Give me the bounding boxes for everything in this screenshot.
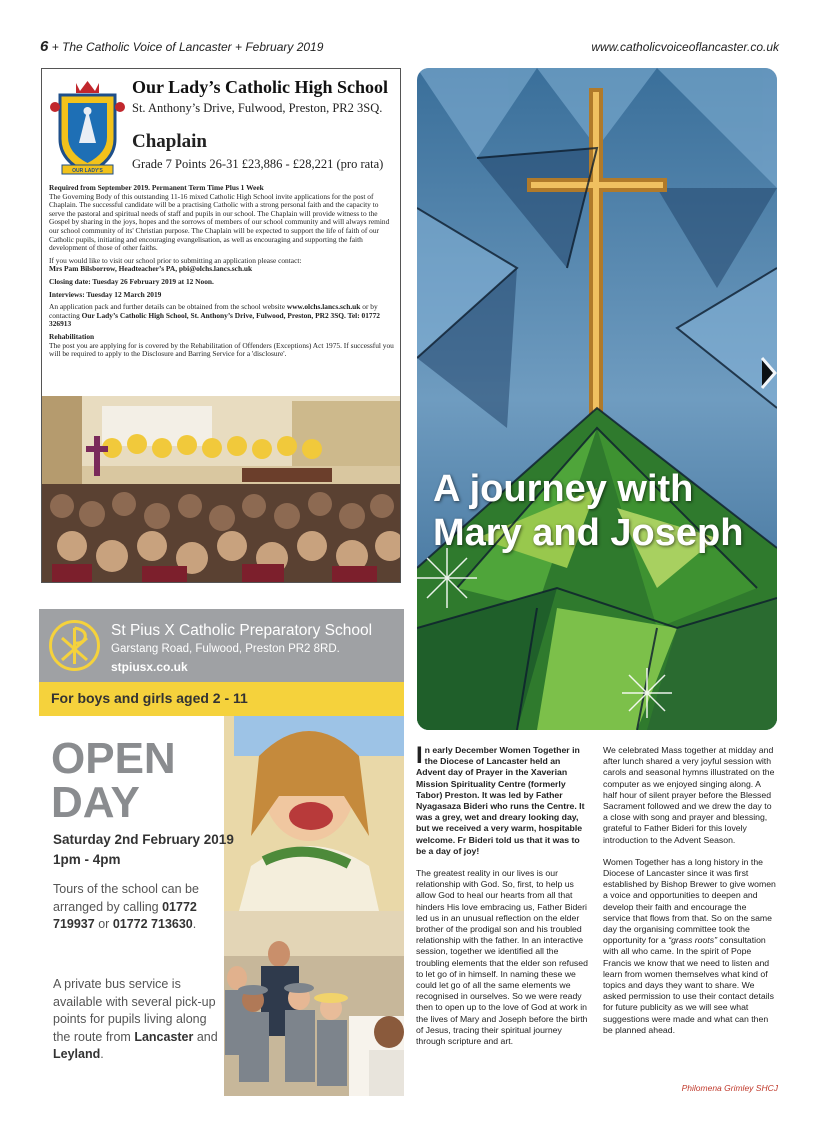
ola-school-name: Our Lady’s Catholic High School [132,77,389,97]
crest-banner-text: OUR LADY'S [72,168,103,174]
ola-interviews: Interviews: Tuesday 12 March 2019 [49,289,162,299]
article-body [416,742,778,1095]
article-byline: Philomena Grimley SHCJ [681,1083,778,1093]
school-crest-icon [50,77,125,177]
ola-pack-contact: Our Lady’s Catholic High School, St. Anthony’s Drive, Fulwood, Preston, PR2 3SQ. Tel: 01772 326913 [49,310,380,329]
ola-job-advert [41,68,401,583]
article-paragraph-3: We celebrated Mass together at midday and after lunch shared a very joyful session with carols and seasonal hymns illustrated on the computer as we enjoyed singing along. A half hour of silent prayer before the Blessed Sacrament followed and we drew the day to a close with song and prayer and blessing, grateful to Father Bideri for this lovely introduction to the Advent Season. [603,745,775,845]
place-leyland: Leyland [53,1047,101,1061]
publication-title: + The Catholic Voice of Lancaster + February 2019 [51,40,324,54]
pius-website[interactable]: stpiusx.co.uk [111,660,188,674]
chi-rho-logo-icon [47,618,102,673]
ola-pack-text-2: or by contacting [49,302,378,320]
ola-visit-text: If you would like to visit our school prior to submitting an application please contact: [49,255,302,265]
article-column-1 [416,742,589,1058]
ola-address: St. Anthony’s Drive, Fulwood, Preston, PR2 3SQ. [132,101,383,115]
phone-number-2[interactable]: 01772 713630 [112,917,193,931]
website-link[interactable]: www.catholicvoiceoflancaster.co.uk [591,40,779,54]
ola-job-title: Chaplain [132,131,207,152]
ola-description: The Governing Body of this outstanding 11-16 mixed Catholic High School invite applications for the post of Chaplain. The successful candidate will be a practising Catholic with a strong personal faith and the capacity to serve the pastoral and spiritual needs of staff and pupils in our school. The Chaplain will provide witness to the Gospel by sharing in the joys, hopes and the sorrows of members of our school community and will always remind our school community of its' Christian purpose. The Chaplain will be expected to support the life of faith of our Catholic pupils, initiating and encouraging evangelisation, as well as encouraging and supporting the faith development of those of other faiths. [49,191,390,253]
ola-required: Required from September 2019. Permanent Term Time Plus 1 Week [49,183,264,192]
page-header [40,38,779,56]
stained-glass-window-image [417,68,777,730]
ola-pack-website[interactable]: www.olchs.lancs.sch.uk [286,302,361,312]
page-number: 6 [40,38,49,55]
ola-closing-date: Closing date: Tuesday 26 February 2019 at 12 Noon. [49,276,214,286]
ola-grade: Grade 7 Points 26-31 £23,886 - £28,221 (pro rata) [132,157,384,171]
open-day-time: 1pm - 4pm [53,852,121,867]
pius-open-day-advert [39,609,404,1096]
ola-rehab-text: The post you are applying for is covered by the Rehabilitation of Offenders (Exceptions) Act 1975. If successful you will be required to apply to the Disclosure and Barring Service for a 'disclosure'. [49,340,394,359]
pius-ages: For boys and girls aged 2 - 11 [51,690,248,706]
ola-pack-text-1: An application pack and further details can be obtained from the school website [49,302,286,312]
bus-service-text: A private bus service is available with several pick-up points for pupils living along the route from Lancaster and Leyland. [53,977,218,1061]
ola-contact[interactable]: Mrs Pam Bilsborrow, Headteacher’s PA, pbi@olchs.lancs.sch.uk [49,264,253,274]
open-day-date: Saturday 2nd February 2019 [53,832,234,847]
school-mass-photo [42,396,400,582]
article-paragraph-4: Women Together has a long history in the Diocese of Lancaster since it was first established by Bishop Brewer to give women a voice and opportunities to deepen and develop their faith and encourage the service that flows from that. So on the same day the organising committee took the opportunity for a “grass roots” consultation with all who came. In the spirit of Pope Francis we know that we need to listen and learn from women themselves what kind of topics and days they want to share. We asked permission to use their contact details for future publicity as we will see what suggestions were made and what can then be planned ahead. [603,856,776,1035]
open-day-title: OPEN DAY [51,734,176,827]
tours-text: Tours of the school can be arranged by calling 01772 719937 or 01772 713630. [53,882,199,931]
phone-number-1[interactable]: 01772 719937 [53,899,197,931]
pius-school-name: St Pius X Catholic Preparatory School [111,622,373,639]
ola-body [49,184,395,363]
article-lead: In early December Women Together in the Diocese of Lancaster held an Advent day of Prayer in the Xaverian Mission Spirituality Centre (formerly Tabor) Preston. It was led by Father Nyagasaza Bideri who runs the Centre. It was a grey, wet and dreary looking day, but we received a very warm, hospitable welcome. Fr Bideri told us that it was to be a day of joy! [416,742,585,856]
article-column-2 [603,745,776,1047]
pius-address: Garstang Road, Fulwood, Preston PR2 8RD. [111,643,340,655]
article-paragraph-2: The greatest reality in our lives is our relationship with God. So, first, to help us allow God to heal our hearts from all that hinders His love embracing us, Father Bideri led us in an unusual reflection on the elder brother of the prodigal son and his troubled relationship with the father. In an interactive session, together we identified all the troubling elements that the elder son refused to let go of in himself. In naming these we could let go of all the same elements we recognised in ourselves. So we were ready then to open up to the love of God at work in the lives of Mary and Joseph before the birth of Jesus, tracing their spiritual journey through scripture and art. [416,868,588,1047]
place-lancaster: Lancaster [134,1029,194,1044]
drop-cap: I [416,742,423,769]
ola-rehab-heading: Rehabilitation [49,331,95,341]
article-headline: A journey with Mary and Joseph [433,468,744,554]
